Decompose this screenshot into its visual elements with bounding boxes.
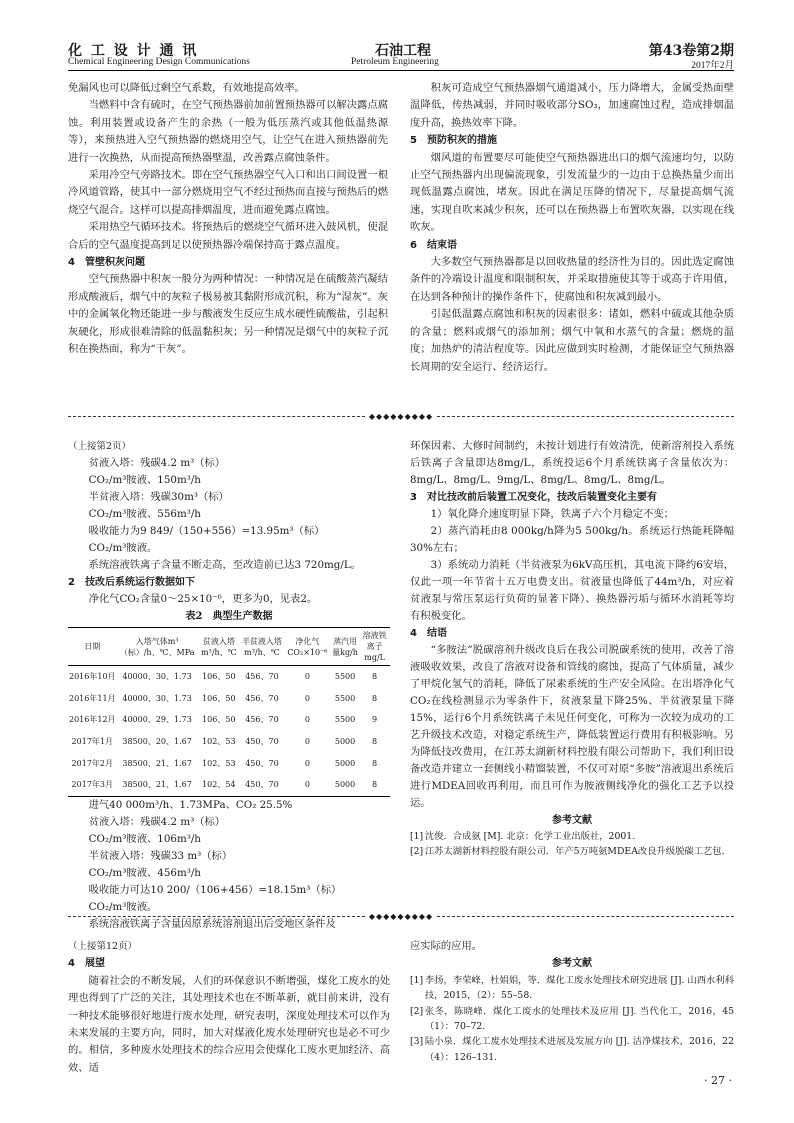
table-cell: 106、50 xyxy=(202,693,236,703)
reference-text: 李扬，李荣峰，杜娟娟，等．煤化工废水处理技术研究进展 [J]. 山西水利科技，2015，（2）：55–58. xyxy=(424,974,734,1002)
data-line: 贫液入塔：残碳4.2 m³（标） xyxy=(88,457,226,469)
table-cell: 5500 xyxy=(334,693,356,703)
reference-number: [1] xyxy=(410,974,424,986)
paragraph: 采用热空气循环技术。将预热后的燃烧空气循环进入鼓风机，使混合后的空气温度提高到足以使预热器冷端保持高于露点温度。 xyxy=(68,221,388,251)
table-header: 半贫液入塔m³/h、℃ xyxy=(240,628,284,666)
data-line: CO₂/m³胺液、150m³/h xyxy=(88,474,201,486)
table-cell: 450、70 xyxy=(245,737,279,747)
journal-title-en: Chemical Engineering Design Communications xyxy=(68,57,250,67)
table-cell: 0 xyxy=(304,693,310,703)
section-separator xyxy=(68,412,734,420)
table-cell: 38500、20、1.67 xyxy=(122,737,192,747)
data-line: CO₂/m³胺液、556m³/h xyxy=(88,508,201,520)
table-cell: 5000 xyxy=(334,737,356,747)
table-cell: 0 xyxy=(304,715,310,725)
list-item: 1）氧化降介速度明显下降，铁离子六个月稳定不变； xyxy=(430,508,674,520)
table-cell: 40000、30、1.73 xyxy=(122,693,192,703)
table-cell: 38500、21、1.67 xyxy=(122,758,192,768)
continued-note: （上接第12页） xyxy=(68,941,138,952)
header-rule xyxy=(68,70,734,71)
table-cell: 102、54 xyxy=(198,774,240,796)
table-cell: 8 xyxy=(372,672,378,682)
table-header: 贫液入塔m³/h、℃ xyxy=(198,628,240,666)
reference-number: [1] xyxy=(410,831,424,842)
reference-number: [3] xyxy=(410,1036,424,1048)
production-data-table xyxy=(68,627,390,797)
table-cell: 2017年2月 xyxy=(71,758,113,768)
section-heading: 5 预防积灰的措施 xyxy=(410,135,497,147)
table-cell: 38500、21、1.67 xyxy=(117,774,198,796)
table-cell: 9 xyxy=(372,715,378,725)
table-cell: 2017年1月 xyxy=(71,737,113,747)
table-cell: 5000 xyxy=(331,774,359,796)
reference-item xyxy=(410,973,734,1004)
paragraph: 采用冷空气旁路技术。即在空气预热器空气入口和出口间设置一根冷风道管路，使其中一部分燃烧用空气不经过预热而直接与预热后的燃烧空气混合。这样可以提高排烟温度，进而避免露点腐蚀。 xyxy=(68,169,388,216)
table-cell: 0 xyxy=(304,737,310,747)
table-row xyxy=(68,752,390,774)
table-header: 蒸汽用量kg/h xyxy=(331,628,359,666)
data-line: CO₂/m³胺液、106m³/h xyxy=(88,832,201,845)
paragraph: 引起低温露点腐蚀和积灰的因素很多：诸如，燃料中硫或其他杂质的含量；燃料或烟气的添加剂；烟气中氧和水蒸气的含量；燃烧的温度；加热炉的清洁程度等。因此应做到实时检测，才能保证空气预热器长周期的安全运行、经济运行。 xyxy=(410,308,734,373)
table-cell: 8 xyxy=(372,758,378,768)
paragraph: 净化气CO₂含量0～25×10⁻⁶，更多为0，见表2。 xyxy=(88,593,318,605)
issue-label: 第43卷第2期 xyxy=(648,43,734,59)
article3-left-column xyxy=(68,938,390,1077)
reference-item xyxy=(410,844,734,859)
table-cell: 40000、30、1.73 xyxy=(122,672,192,682)
table-cell: 106、50 xyxy=(202,715,236,725)
table-cell: 102、53 xyxy=(202,737,236,747)
section-heading: 3 对比技改前后装置工况变化，技改后装置变化主要有 xyxy=(410,492,657,503)
data-line: CO₂/m³胺液。 xyxy=(88,900,158,913)
table-cell: 5000 xyxy=(334,758,356,768)
table-header: 净化气CO₂×10⁻⁶ xyxy=(284,628,331,666)
section-title-cn: 石油工程 xyxy=(375,43,431,59)
list-item: 3）系统动力消耗（半贫液泵为6kV高压机，其电流下降约6安培，仅此一项一年节省十五万电费支出。贫液量也降低了44m³/h，对应着贫液泵与常压泵运行负荷的显著下降）、换热器污垢与循环水消耗等均有积极变化。 xyxy=(410,559,734,622)
table-header: 入塔气体m³（标）/h、℃、MPa xyxy=(117,628,198,666)
reference-text: 陆小泉．煤化工废水处理技术进展及发展方向 [J]. 洁净煤技术，2016，22（4）：126–131. xyxy=(424,1036,734,1063)
reference-item xyxy=(410,1034,734,1065)
paragraph: 环保因素、大修时间制约，未按计划进行有效清洗，使新溶剂投入系统后铁离子含量即达8mg/L，系统投运6个月系统铁离子含量依次为：8mg/L、8mg/L、9mg/L、8mg/L、8mg/L、8mg/L。 xyxy=(410,440,734,486)
article1-right-column xyxy=(410,80,734,376)
continued-note: （上接第2页） xyxy=(68,441,132,452)
reference-text: 张冬，陈晓峰．煤化工废水的处理技术及应用 [J]. 当代化工，2016，45（1）：70–72. xyxy=(424,1005,734,1033)
reference-text: 江苏太湖新材料控股有限公司．年产5万吨氨MDEA改良升级脱碳工艺包． xyxy=(424,846,731,858)
reference-number: [2] xyxy=(410,1005,424,1017)
table-header: 溶液铁离子mg/L xyxy=(359,628,390,666)
table-cell: 456、70 xyxy=(245,715,279,725)
page-number: · 27 · xyxy=(704,1074,732,1087)
data-line: 进气40 000m³/h、1.73MPa、CO₂ 25.5% xyxy=(88,798,293,811)
section-heading: 6 结束语 xyxy=(410,239,457,251)
paragraph: 免漏风也可以降低过剩空气系数，有效地提高效率。 xyxy=(68,82,305,94)
reference-text: 沈俊．合成氨 [M]. 北京：化学工业出版社，2001. xyxy=(424,831,636,842)
table-cell: 5500 xyxy=(334,715,356,725)
paragraph: “多胺法”脱碳溶剂升级改良后在我公司脱碳系统的使用，改善了溶液吸收效果，改良了溶液对设备和管线的腐蚀，提高了气体质量，减少了甲烷化氢气的消耗，降低了尿素系统的生产安全风险。在出塔净化气CO₂在线检测显示为零条件下，贫液泵量下降25%、半贫液泵量下降15%，运行6个月系统铁离子未见任何变化，可称为一次较为成功的工艺升级技术改造，对稳定系统生产，降低装置运行费用有积极影响。另为降低技改费用，在江苏太湖新材料控股有限公司帮助下，我们利旧设备改造并建立一套侧线小精馏装置，不仅可对原“多胺”溶液退出系统后进行MDEA回收再利用，而且可作为胺液侧线净化的强化工艺予以投运。 xyxy=(410,644,734,809)
section-title-en: Petroleum Engineering xyxy=(351,57,439,67)
table-row xyxy=(68,774,390,796)
table-row xyxy=(68,666,390,688)
data-line: 半贫液入塔：残碳30m³（标） xyxy=(88,491,229,503)
table-cell: 8 xyxy=(359,774,390,796)
reference-number: [2] xyxy=(410,846,424,858)
paragraph: 空气预热器中积灰一般分为两种情况：一种情况是在硫酸蒸汽凝结形成酸液后，烟气中的灰粒子极易被其黏附形成沉积，称为“湿灰”。灰中的金属氧化物还能进一步与酸液发生反应生成水硬性硫酸盐，引起积灰硬化，形成很难清除的低温黏积灰；另一种情况是烟气中的灰粒子沉积在换热面，称为“干灰”。 xyxy=(68,273,388,356)
paragraph: 积灰可造成空气预热器烟气通道减小，压力降增大，金属受热面壁温降低，传热减弱，并同时吸收部分SO₃，加速腐蚀过程，造成排烟温度升高，换热效率下降。 xyxy=(410,82,734,129)
table-cell: 450、70 xyxy=(240,774,284,796)
paragraph: 当燃料中含有硫时，在空气预热器前加前置预热器可以解决露点腐蚀。利用装置或设备产生的余热（一般为低压蒸汽或其他低温热源等），来预热进入空气预热器的燃烧用空气，让空气在进入预热器前先进行一次换热，从而提高预热器壁温，改善露点腐蚀条件。 xyxy=(68,99,388,164)
section-heading: 2 技改后系统运行数据如下 xyxy=(68,577,195,588)
section-separator xyxy=(68,912,734,920)
data-line: 吸收能力可达10 200/（106+456）=18.15m³（标） xyxy=(88,883,342,896)
table-cell: 2016年11月 xyxy=(69,693,116,703)
article2-right-column xyxy=(410,438,734,860)
data-line: CO₂/m³胺液、456m³/h xyxy=(88,866,201,879)
article3-right-column xyxy=(410,938,734,1065)
table-cell: 2017年3月 xyxy=(68,774,117,796)
table-cell: 40000、29、1.73 xyxy=(122,715,192,725)
table-row xyxy=(68,688,390,710)
section-heading: 4 展望 xyxy=(68,958,105,970)
table-cell: 8 xyxy=(372,693,378,703)
data-line: CO₂/m³胺液。 xyxy=(88,542,158,554)
table-cell: 106、50 xyxy=(202,672,236,682)
paragraph: 系统溶液铁离子含量因原系统溶剂退出后受地区条件及 xyxy=(88,917,336,930)
table-row xyxy=(68,731,390,753)
table-cell: 456、70 xyxy=(245,693,279,703)
list-item: 2）蒸汽消耗由8 000kg/h降为5 500kg/h。系统运行热能耗降幅30%左右； xyxy=(410,525,734,554)
paragraph: 大多数空气预热器都是以回收热量的经济性为目的。因此选定腐蚀条件的冷端设计温度和限制积灰，并采取措施使其等于或高于许用值，在达到各种预计的操作条件下，使腐蚀和积灰减到最小。 xyxy=(410,256,734,303)
paragraph: 随着社会的不断发展，人们的环保意识不断增强，煤化工废水的处理也得到了广泛的关注，其处理技术也在不断革新，就目前来讲，没有一种技术能够很好地进行废水处理，研究表明，深度处理技术可以作为未来发展的主要方向，同时，加大对煤液化废水处理研究也是必不可少的。相信，多种废水处理技术的综合应用会使煤化工废水更加经济、高效、适 xyxy=(68,974,390,1074)
article1-left-column xyxy=(68,80,388,359)
table-cell: 0 xyxy=(284,774,331,796)
table-cell: 456、70 xyxy=(245,672,279,682)
section-heading: 4 管壁积灰问题 xyxy=(68,257,145,269)
table-cell: 8 xyxy=(372,737,378,747)
paragraph: 应实际的应用。 xyxy=(410,940,483,952)
references-title: 参考文献 xyxy=(552,815,592,826)
table-cell: 450、70 xyxy=(245,758,279,768)
table-cell: 5500 xyxy=(334,672,356,682)
table-cell: 102、53 xyxy=(202,758,236,768)
section-heading: 4 结语 xyxy=(410,628,447,639)
reference-item xyxy=(410,829,734,844)
article2-left-column xyxy=(68,438,390,933)
table-title: 表2 典型生产数据 xyxy=(185,611,273,622)
data-line: 贫液入塔：残碳4.2 m³（标） xyxy=(88,815,226,828)
table-cell: 2016年12月 xyxy=(69,715,116,725)
data-line: 半贫液入塔：残碳33 m³（标） xyxy=(88,849,233,862)
table-row xyxy=(68,709,390,731)
issue-date: 2017年2月 xyxy=(691,61,734,71)
references-title: 参考文献 xyxy=(552,958,592,970)
table-cell: 0 xyxy=(304,672,310,682)
page-header xyxy=(68,40,734,71)
table-header: 日期 xyxy=(68,628,117,666)
paragraph: 烟风道的布置要尽可能使空气预热器进出口的烟气流速均匀，以防止空气预热器内出现偏流现象，引发流量少的一边由于总换热量少而出现低温露点腐蚀，堵灰。因此在满足压降的情况下，尽量提高烟气流速，实现自吹来减少积灰，还可以在预热器上布置吹灰器，以实现在线吹灰。 xyxy=(410,151,734,234)
data-line: 吸收能力为9 849/（150+556）=13.95m³（标） xyxy=(88,525,325,537)
separator-ornament: ◆◆◆◆◆◆◆◆◆ xyxy=(368,411,434,421)
separator-ornament: ◆◆◆◆◆◆◆◆◆ xyxy=(368,911,434,921)
reference-item xyxy=(410,1004,734,1035)
table-cell: 2016年10月 xyxy=(69,672,116,682)
journal-title-cn: 化 工 设 计 通 讯 xyxy=(68,43,199,59)
table-cell: 0 xyxy=(304,758,310,768)
paragraph: 系统溶液铁离子含量不断走高，至改造前已达3 720mg/L。 xyxy=(88,559,361,571)
